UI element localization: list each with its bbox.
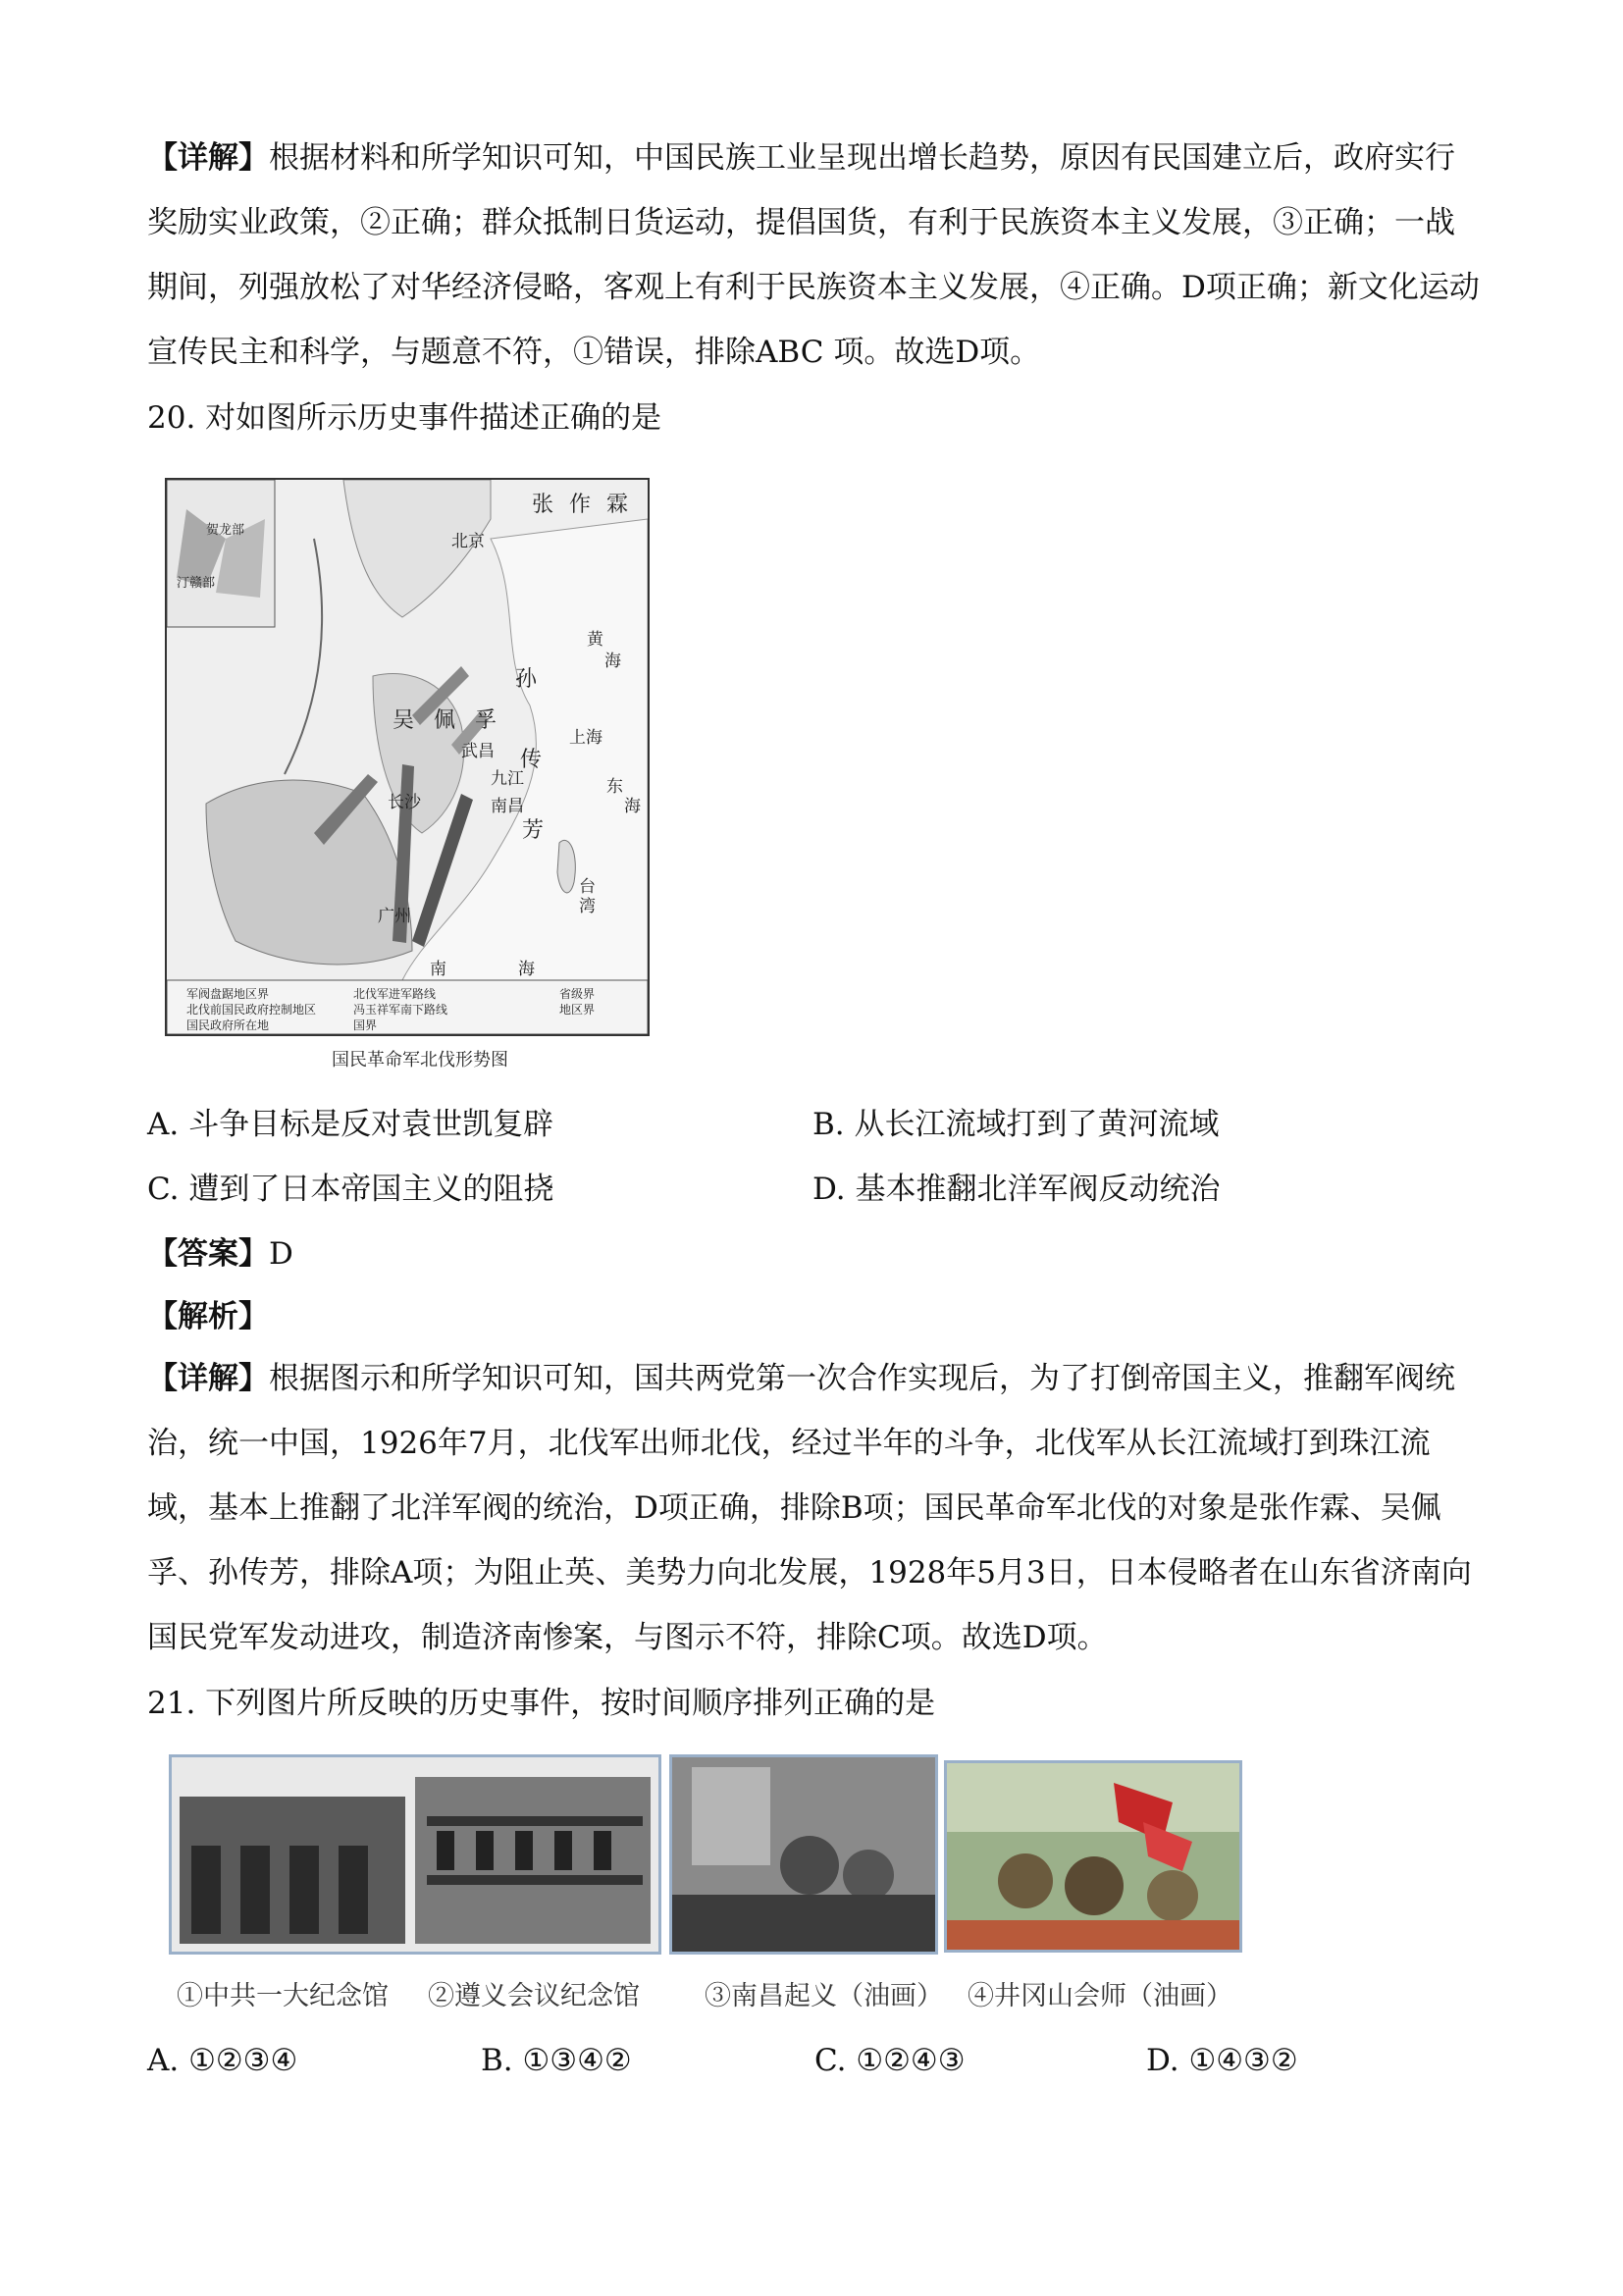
q21-option-c[interactable]: C. ①②④③ — [814, 2043, 966, 2078]
q21-option-a[interactable]: A. ①②③④ — [147, 2043, 298, 2078]
q20-detail-text: 根据图示和所学知识可知，国共两党第一次合作实现后，为了打倒帝国主义，推翻军阀统治，统一中国，1926年7月，北伐军出师北伐，经过半年的斗争，北伐军从长江流域打到珠江流域，基本上推翻了北洋军阀的统治，D项正确，排除B项；国民革命军北伐的对象是张作霖、吴佩孚、孙传芳，排除A项；为阻止英、美势力向北发展，1928年5月3日，日本侵略者在山东省济南向国民党军发动进攻，制造济南惨案，与图示不符，排除C项。故选D项。 — [147, 1361, 1472, 1655]
prev-explanation-text: 根据材料和所学知识可知，中国民族工业呈现出增长趋势，原因有民国建立后，政府实行奖励实业政策，②正确；群众抵制日货运动，提倡国货，有利于民族资本主义发展，③正确；一战期间，列强放松了对华经济侵略，客观上有利于民族资本主义发展，④正确。D项正确；新文化运动宣传民主和科学，与题意不符，①错误，排除ABC 项。故选D项。 — [147, 140, 1480, 370]
map-label: 贺龙部 — [206, 523, 245, 538]
map-label: 北京 — [451, 532, 485, 551]
answer-value: D — [269, 1236, 293, 1272]
legend-item: 省级界 — [559, 987, 596, 1001]
photo-caption-1: ①中共一大纪念馆 — [177, 1981, 389, 2011]
map-label: 孙 — [515, 667, 538, 692]
map-label: 武昌 — [461, 742, 495, 761]
northern-expedition-map — [165, 478, 650, 1036]
detail-bracket: 【详解】 — [147, 1361, 269, 1396]
map-label: 上海 — [569, 728, 602, 748]
map-label: 张 — [532, 493, 554, 517]
map-label: 海 — [604, 652, 621, 671]
map-label: 九江 — [491, 769, 524, 789]
photo-caption-3: ③南昌起义（油画） — [705, 1981, 943, 2011]
q20-option-a[interactable]: A. 斗争目标是反对袁世凯复辟 — [147, 1107, 554, 1142]
q20-answer — [147, 1228, 293, 1273]
q20-detail — [147, 1346, 1482, 1670]
legend-item: 国民政府所在地 — [186, 1018, 270, 1032]
q21-option-d[interactable]: D. ①④③② — [1146, 2043, 1298, 2078]
map-label: 湾 — [579, 897, 596, 916]
map-label: 海 — [624, 797, 641, 816]
q20-stem: 20. 对如图所示历史事件描述正确的是 — [147, 400, 662, 436]
legend-item: 冯玉祥军南下路线 — [353, 1003, 448, 1017]
q20-option-d[interactable]: D. 基本推翻北洋军阀反动统治 — [812, 1172, 1221, 1207]
nanchang-painting — [672, 1757, 935, 1952]
legend-item: 军阀盘踞地区界 — [186, 987, 270, 1001]
map-label: 海 — [518, 960, 535, 979]
map-caption: 国民革命军北伐形势图 — [332, 1050, 508, 1070]
map-label: 芳 — [522, 818, 545, 843]
photo-caption-2: ②遵义会议纪念馆 — [428, 1981, 640, 2011]
q20-option-b[interactable]: B. 从长江流域打到了黄河流域 — [812, 1107, 1220, 1142]
prev-explanation — [147, 126, 1482, 385]
answer-bracket: 【答案】 — [147, 1236, 269, 1272]
map-label: 黄 — [587, 630, 603, 650]
legend-item: 北伐军进军路线 — [353, 987, 437, 1001]
memorials-image — [172, 1757, 658, 1952]
map-label: 长沙 — [388, 793, 421, 812]
photo-jinggangshan — [944, 1760, 1242, 1953]
map-graphic — [167, 480, 648, 1034]
legend-item: 北伐前国民政府控制地区 — [186, 1003, 317, 1017]
legend-item: 国界 — [353, 1018, 378, 1032]
photo-caption-4: ④井冈山会师（油画） — [968, 1981, 1232, 2011]
map-label: 南昌 — [491, 797, 524, 816]
analysis-bracket: 【解析】 — [147, 1299, 269, 1334]
photo-nanchang-uprising — [669, 1754, 938, 1955]
map-label: 佩 — [434, 708, 456, 733]
map-label: 传 — [520, 748, 543, 772]
map-label: 孚 — [475, 708, 497, 733]
map-label: 作 — [569, 493, 592, 517]
map-label: 台 — [579, 877, 596, 897]
q21-stem: 21. 下列图片所反映的历史事件，按时间顺序排列正确的是 — [147, 1686, 936, 1721]
photo-memorials — [169, 1754, 661, 1955]
q20-option-c[interactable]: C. 遭到了日本帝国主义的阻挠 — [147, 1172, 554, 1207]
map-label: 吴 — [393, 708, 415, 733]
jinggangshan-painting — [947, 1763, 1239, 1950]
map-label: 霖 — [606, 493, 629, 517]
map-label: 汀赣部 — [177, 576, 216, 591]
map-label: 广州 — [378, 907, 411, 926]
legend-item: 地区界 — [559, 1003, 596, 1017]
detail-bracket: 【详解】 — [147, 140, 269, 176]
map-label: 东 — [606, 777, 623, 797]
map-label: 南 — [430, 960, 446, 979]
q21-option-b[interactable]: B. ①③④② — [481, 2043, 632, 2078]
